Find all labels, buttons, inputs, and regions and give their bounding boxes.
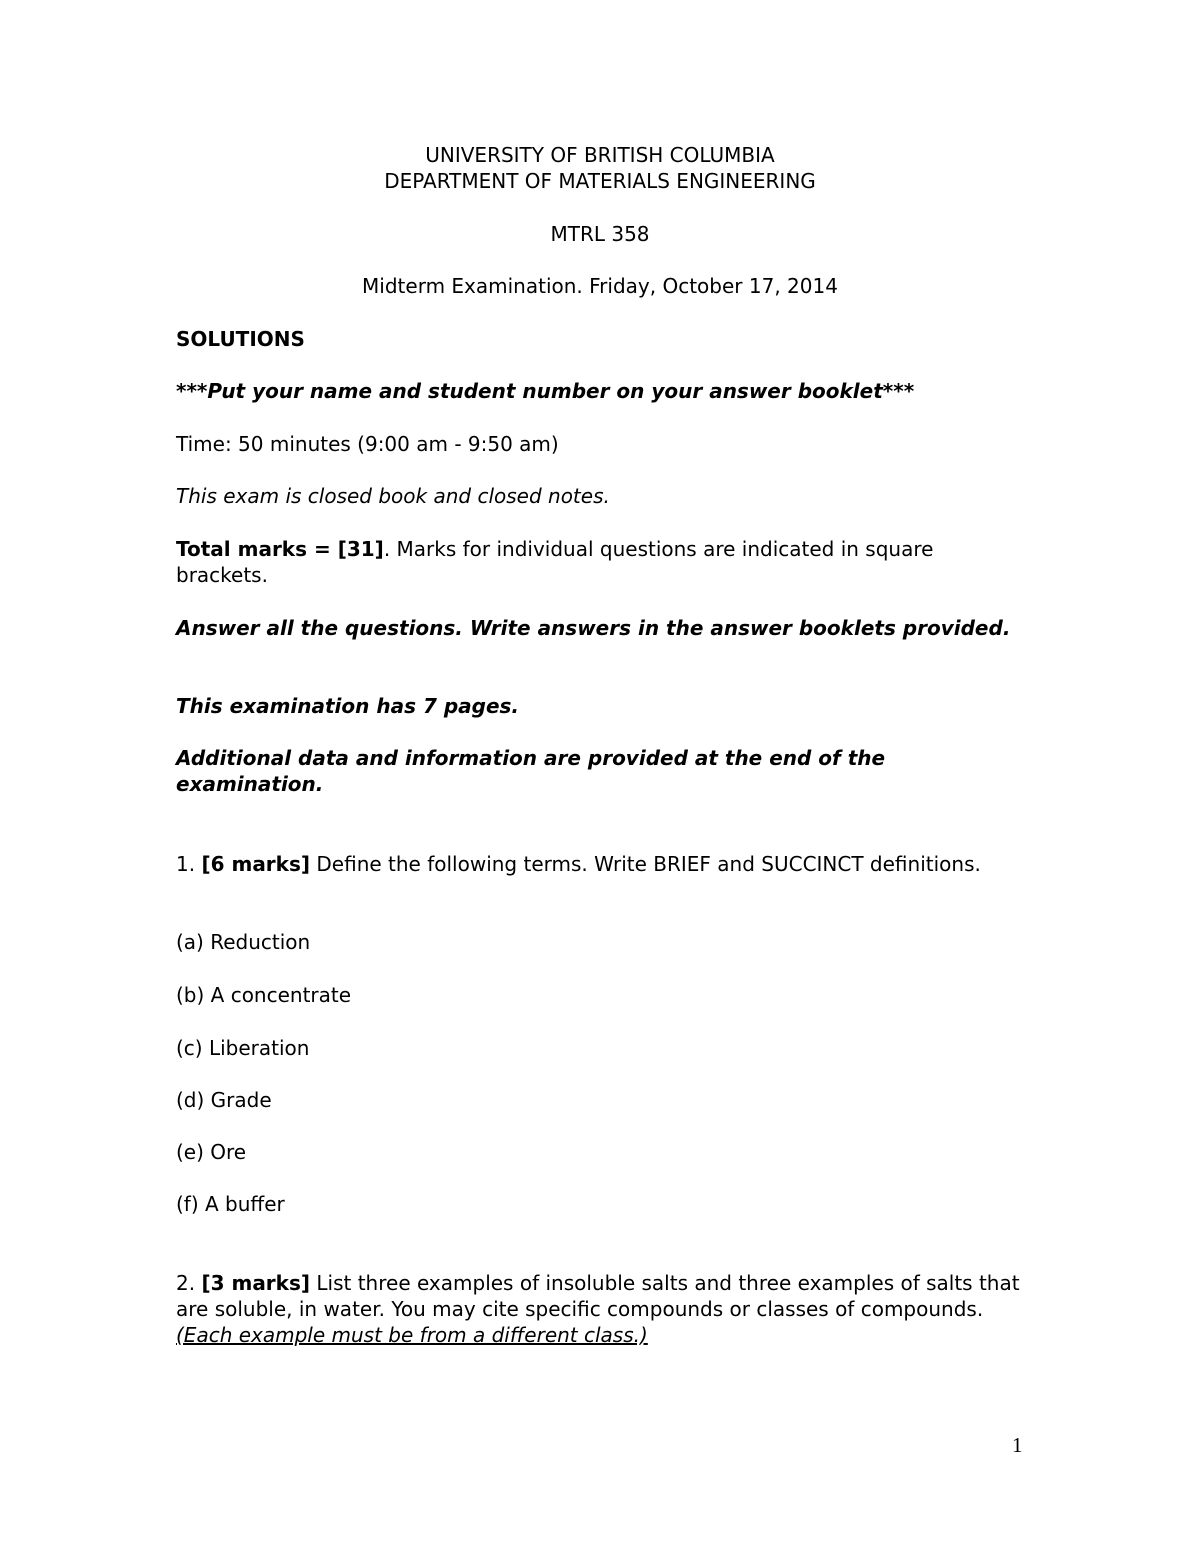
closed-book-notice: This exam is closed book and closed notes.	[176, 484, 610, 508]
question-2-number: 2.	[176, 1271, 202, 1295]
page-number: 1	[1012, 1433, 1023, 1457]
question-2-marks: [3 marks]	[201, 1271, 311, 1295]
course-code: MTRL 358	[550, 222, 650, 246]
question-1	[176, 851, 1026, 877]
total-marks-note: . Marks for individual questions are indicated in square brackets.	[176, 537, 934, 587]
question-1-marks: [6 marks]	[201, 852, 311, 876]
question-2	[176, 1270, 1026, 1348]
question-1-number: 1.	[176, 852, 202, 876]
total-marks-value: Total marks = [31]	[176, 537, 384, 561]
university-name: UNIVERSITY OF BRITISH COLUMBIA	[425, 143, 775, 167]
question-1-text: Define the following terms. Write BRIEF and SUCCINCT definitions.	[310, 852, 981, 876]
q1-item-f: (f) A buffer	[176, 1192, 285, 1216]
name-notice: ***Put your name and student number on your answer booklet***	[176, 379, 915, 403]
exam-title: Midterm Examination. Friday, October 17, 2014	[362, 274, 838, 298]
time-info: Time: 50 minutes (9:00 am - 9:50 am)	[176, 432, 559, 456]
q1-item-e: (e) Ore	[176, 1140, 247, 1164]
q1-item-b: (b) A concentrate	[176, 983, 352, 1007]
solutions-label: SOLUTIONS	[176, 327, 305, 351]
question-2-text: List three examples of insoluble salts and three examples of salts that are soluble, in water. You may cite specific compounds or classes of compounds.	[176, 1271, 1020, 1321]
total-marks	[176, 536, 1026, 588]
department-name: DEPARTMENT OF MATERIALS ENGINEERING	[384, 169, 816, 193]
q1-item-c: (c) Liberation	[176, 1036, 310, 1060]
question-2-note: (Each example must be from a different class.)	[176, 1323, 648, 1347]
q1-item-a: (a) Reduction	[176, 930, 311, 954]
q1-item-d: (d) Grade	[176, 1088, 272, 1112]
answer-all-instruction: Answer all the questions. Write answers in the answer booklets provided.	[176, 616, 1011, 640]
page-count-notice: This examination has 7 pages.	[176, 694, 520, 718]
additional-data-notice: Additional data and information are provided at the end of the examination.	[176, 746, 886, 796]
